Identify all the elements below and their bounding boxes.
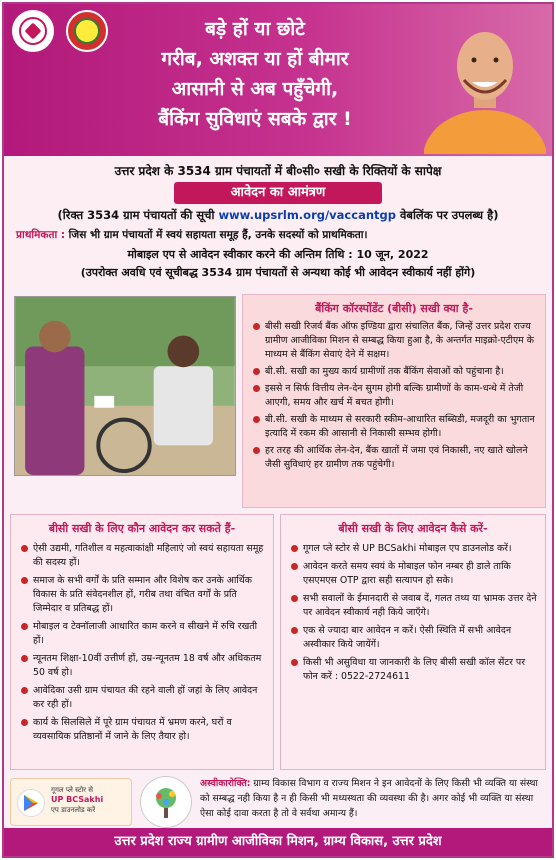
list-item: न्यूनतम शिक्षा-10वीं उत्तीर्ण हों, उम्र-न्यूनतम 18 वर्ष और अधिकतम 50 वर्ष हो। (19, 652, 265, 680)
disclaimer-label: अस्वीकारोक्ति: (200, 778, 251, 789)
bullet-icon (253, 447, 260, 454)
bullet-icon (253, 416, 260, 423)
vacancy-line: उत्तर प्रदेश के 3534 ग्राम पंचायतों में बी०सी० सखी के रिक्तियों के सापेक्ष (114, 164, 442, 178)
bullet-icon (291, 595, 298, 602)
play-store-badge[interactable] (10, 778, 132, 826)
eligibility-note: (उपरोक्त अवधि एवं सूचीबद्ध 3534 ग्राम पंचायतों से अन्यथा कोई भी आवेदन स्वीकार्य नहीं होंगे) (80, 266, 476, 279)
who-can-apply-box (10, 514, 274, 770)
headline (80, 14, 430, 134)
deadline-line: मोबाइल एप से आवेदन स्वीकार करने की अन्तिम तिथि : 10 जून, 2022 (127, 248, 429, 261)
bullet-icon (21, 577, 28, 584)
headline-line-2: गरीब, अशक्त या हों बीमार (161, 48, 349, 70)
bc-sakhi-photo (14, 296, 236, 476)
bullet-icon (291, 627, 298, 634)
rural-livelihood-tree-icon (140, 776, 192, 828)
list-item: इससे न सिर्फ वित्तीय लेन-देन सुगम होगी बल्कि ग्रामीणों के काम-धन्धे में तेजी आएगी, समय और खर्च में बचत होगी। (251, 382, 537, 410)
list-item: किसी भी असुविधा या जानकारी के लिए बीसी सखी कॉल सेंटर पर फोन करें : 0522-2724611 (289, 656, 537, 684)
list-item: बी.सी. सखी का मुख्य कार्य ग्रामीणों तक बैंकिंग सेवाओं को पहुंचाना है। (251, 365, 537, 379)
bullet-icon (291, 545, 298, 552)
list-item: बी.सी. सखी के माध्यम से सरकारी स्कीम-आधारित सब्सिडी, मजदूरी का भुगतान इत्यादि में रकम की आसानी से निकासी सम्भव होगी। (251, 413, 537, 441)
app-name: UP BCSakhi (51, 795, 104, 804)
vacancy-list-link[interactable]: www.upsrlm.org/vaccantgp (218, 208, 396, 222)
who-can-apply-title: बीसी सखी के लिए कौन आवेदन कर सकते हैं- (48, 522, 236, 535)
disclaimer: अस्वीकारोक्ति: ग्राम्य विकास विभाग व राज्य मिशन ने इन आवेदनों के लिए किसी भी व्यक्ति या संस्था को सम्बद्ध नही किया है न ही किसी भी मध्यस्थता की व्यवस्था की है। अगर कोई भी व्यक्ति या संस्था ऐसा कोई दावा करता है तो वे सर्वथा अमान्य हैं। (200, 778, 538, 819)
bc-info-list (251, 320, 537, 472)
up-govt-emblem-icon (12, 10, 54, 52)
who-can-apply-list (19, 542, 265, 744)
list-item: कार्य के सिलसिले में पूरे ग्राम पंचायत में भ्रमण करने, घरों व व्यवसायिक प्रतिष्ठानों में जाने के लिए तैयार हो। (19, 716, 265, 744)
list-item: गूगल प्ले स्टोर से UP BCSakhi मोबाइल एप डाउनलोड करें। (289, 542, 537, 556)
footer-banner: उत्तर प्रदेश राज्य ग्रामीण आजीविका मिशन, ग्राम्य विकास, उत्तर प्रदेश (4, 828, 552, 856)
poster (2, 2, 554, 858)
priority-line: प्राथमिकता : जिस भी ग्राम पंचायतों में स्वयं सहायता समूह हैं, उनके सदस्यों को प्राथमिकता। (16, 229, 368, 241)
bullet-icon (291, 659, 298, 666)
bullet-icon (291, 563, 298, 570)
bullet-icon (21, 655, 28, 662)
list-item: हर तरह की आर्थिक लेन-देन, बैंक खातों में जमा एवं निकासी, नए खाते खोलने जैसी सुविधाएं हर ग्रामीण तक पहुंचेगी। (251, 444, 537, 472)
bullet-icon (253, 368, 260, 375)
how-to-apply-list (289, 542, 537, 684)
list-item: आवेदिका उसी ग्राम पंचायत की रहने वाली हों जहां के लिए आवेदन कर रही हों। (19, 684, 265, 712)
bullet-icon (21, 719, 28, 726)
header-banner (4, 4, 552, 156)
portrait-image (424, 8, 546, 154)
list-link-line: (रिक्त 3534 ग्राम पंचायतों की सूची www.upsrlm.org/vaccantgp वेबलिंक पर उपलब्ध है) (57, 208, 499, 222)
list-item: एक से ज्यादा बार आवेदन न करें। ऐसी स्थिति में सभी आवेदन अस्वीकार किये जायेंगें। (289, 624, 537, 652)
list-item: आवेदन करते समय स्वयं के मोबाइल फोन नम्बर ही डाले ताकि एसएमएस OTP द्वारा सही सत्यापन हो सके। (289, 560, 537, 588)
list-item: ऐसी उद्यमी, गतिशील व महत्वाकांक्षी महिलाएं जो स्वयं सहायता समूह की सदस्य हों। (19, 542, 265, 570)
headline-line-3: आसानी से अब पहुँचेगी, (171, 78, 339, 100)
headline-line-4: बैंकिंग सुविधाएं सबके द्वार ! (158, 108, 352, 130)
bullet-icon (21, 545, 28, 552)
bullet-icon (253, 323, 260, 330)
bc-sakhi-info-box (242, 294, 546, 508)
play-store-text: गूगल प्ले स्टोर से UP BCSakhi एप डाउनलोड करें (51, 785, 131, 815)
invitation-badge: आवेदन का आमंत्रण (174, 182, 382, 204)
list-item: बीसी सखी रिजर्व बैंक ऑफ इण्डिया द्वारा संचालित बैंक, जिन्हें उत्तर प्रदेश राज्य ग्रामीण आजीविका मिशन से सम्बद्ध किया हुआ है, के अन्तर्गत माइक्रो-एटीएम के माध्यम से बैंकिंग सेवाएं देने में सक्षम। (251, 320, 537, 362)
bullet-icon (21, 687, 28, 694)
list-item: सभी सवालों के ईमानदारी से जवाब दें, गलत तथ्य या भ्रामक उत्तर देने पर आवेदन स्वीकार्य नही किये जाएँगे। (289, 592, 537, 620)
bullet-icon (253, 385, 260, 392)
headline-line-1: बड़े हों या छोटे (205, 18, 305, 40)
info-section (4, 156, 552, 286)
list-item: मोबाइल व टेक्नॉलाजी आधारित काम करने व सीखने में रुचि रखती हों। (19, 620, 265, 648)
google-play-icon (17, 789, 45, 817)
priority-label: प्राथमिकता : (16, 229, 66, 241)
bullet-icon (21, 623, 28, 630)
bc-info-title: बैंकिंग कॉरस्पोंडेंट (बीसी) सखी क्या है- (315, 302, 473, 315)
list-item: समाज के सभी वर्गों के प्रति सम्मान और विशेष कर उनके आर्थिक विकास के प्रति संवेदनशील हों, गरीब तथा वंचित वर्गों के प्रति जिम्मेदार व प्रतिबद्ध हों। (19, 574, 265, 616)
how-to-apply-title: बीसी सखी के लिए आवेदन कैसे करें- (338, 522, 488, 535)
how-to-apply-box (280, 514, 546, 770)
